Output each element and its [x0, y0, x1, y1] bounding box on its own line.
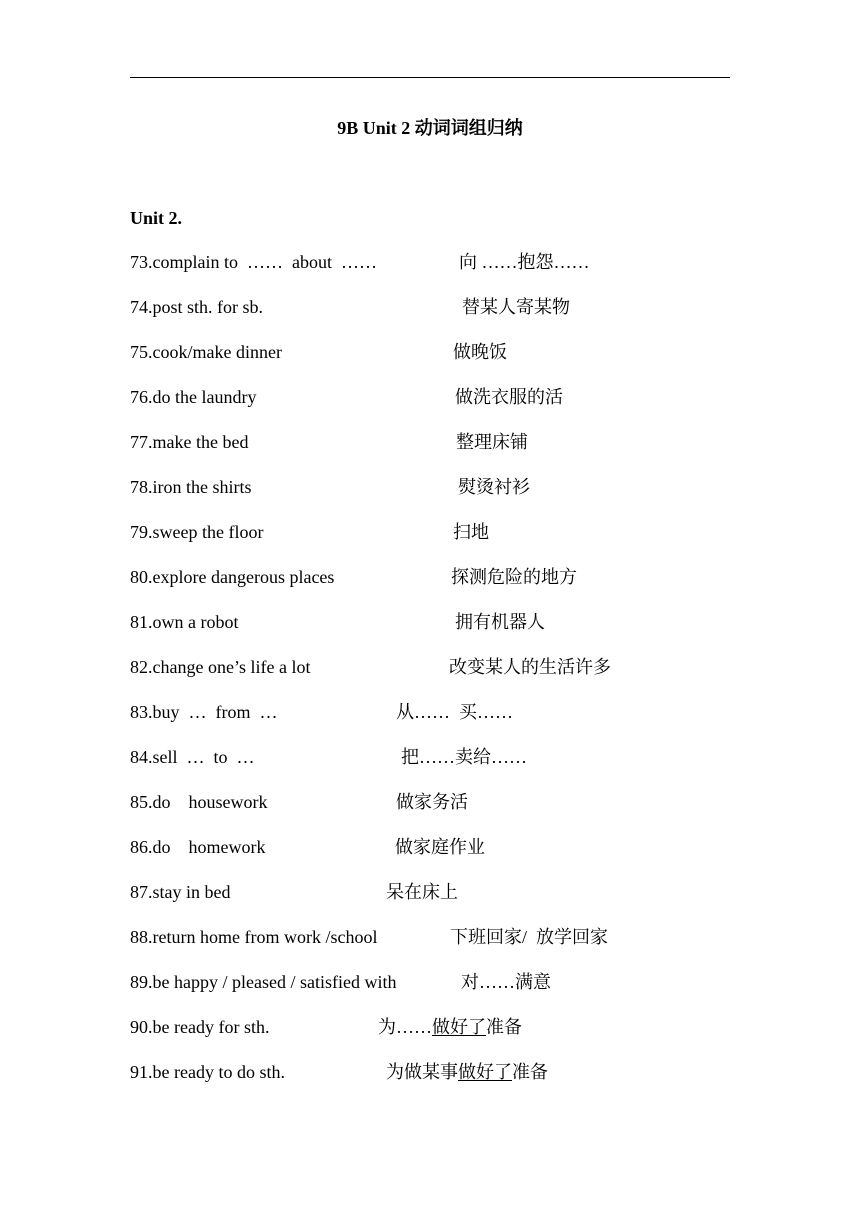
- list-item: [0, 564, 860, 590]
- phrase-english: 86.do homework: [130, 837, 266, 857]
- page-title: 9B Unit 2 动词词组归纳: [337, 118, 523, 138]
- phrase-chinese: 整理床铺: [456, 432, 528, 452]
- list-item: [0, 969, 860, 995]
- list-item: [0, 834, 860, 860]
- list-item: [0, 519, 860, 545]
- phrase-english: 89.be happy / pleased / satisfied with: [130, 972, 397, 992]
- phrase-chinese: 从…… 买……: [396, 702, 513, 722]
- underlined-phrase: 做好了: [458, 1062, 512, 1082]
- phrase-english: 88.return home from work /school: [130, 927, 378, 947]
- phrase-english: 82.change one’s life a lot: [130, 657, 311, 677]
- list-item: [0, 879, 860, 905]
- phrase-chinese: 做家庭作业: [395, 837, 485, 857]
- list-item: [0, 1014, 860, 1040]
- phrase-chinese: 拥有机器人: [455, 612, 545, 632]
- phrase-chinese: 对……满意: [461, 972, 551, 992]
- phrase-english: 84.sell … to …: [130, 747, 255, 767]
- phrase-english: 79.sweep the floor: [130, 522, 264, 542]
- phrase-english: 76.do the laundry: [130, 387, 257, 407]
- phrase-english: 73.complain to …… about ……: [130, 252, 377, 272]
- underlined-phrase: 做好了: [432, 1017, 486, 1037]
- phrase-english: 81.own a robot: [130, 612, 239, 632]
- phrase-chinese: [386, 1059, 548, 1085]
- list-item: [0, 744, 860, 770]
- phrase-english: 90.be ready for sth.: [130, 1017, 270, 1037]
- list-item: [0, 924, 860, 950]
- phrase-chinese: 探测危险的地方: [451, 567, 577, 587]
- phrase-chinese-part: 准备: [486, 1017, 522, 1037]
- phrase-english: 83.buy … from …: [130, 702, 278, 722]
- phrase-english: 85.do housework: [130, 792, 268, 812]
- list-item: [0, 789, 860, 815]
- list-item: [0, 474, 860, 500]
- list-item: [0, 609, 860, 635]
- list-item: [0, 654, 860, 680]
- phrase-english: 77.make the bed: [130, 432, 249, 452]
- phrase-chinese-part: 准备: [512, 1062, 548, 1082]
- list-item: [0, 294, 860, 320]
- phrase-english: 87.stay in bed: [130, 882, 231, 902]
- phrase-chinese: 做晚饭: [453, 342, 507, 362]
- phrase-chinese: 下班回家/ 放学回家: [450, 927, 609, 947]
- phrase-english: 80.explore dangerous places: [130, 567, 335, 587]
- list-item: [0, 249, 860, 275]
- list-item: [0, 1059, 860, 1085]
- list-item: [0, 699, 860, 725]
- section-heading: Unit 2.: [130, 208, 183, 228]
- phrase-chinese: 熨烫衬衫: [458, 477, 530, 497]
- phrase-chinese: [378, 1014, 522, 1040]
- phrase-chinese: 扫地: [453, 522, 489, 542]
- phrase-english: 74.post sth. for sb.: [130, 297, 264, 317]
- phrase-english: 78.iron the shirts: [130, 477, 252, 497]
- phrase-chinese: 替某人寄某物: [462, 297, 570, 317]
- header-rule: [130, 77, 730, 78]
- phrase-chinese-part: 为……: [378, 1017, 432, 1037]
- phrase-chinese-part: 为做某事: [386, 1062, 458, 1082]
- phrase-chinese: 呆在床上: [386, 882, 458, 902]
- phrase-english: 91.be ready to do sth.: [130, 1062, 285, 1082]
- phrase-english: 75.cook/make dinner: [130, 342, 282, 362]
- phrase-chinese: 改变某人的生活许多: [449, 657, 611, 677]
- list-item: [0, 384, 860, 410]
- phrase-chinese: 做家务活: [396, 792, 468, 812]
- list-item: [0, 339, 860, 365]
- phrase-chinese: 把……卖给……: [401, 747, 527, 767]
- list-item: [0, 429, 860, 455]
- phrase-chinese: 向 ……抱怨……: [459, 252, 590, 272]
- phrase-chinese: 做洗衣服的活: [455, 387, 563, 407]
